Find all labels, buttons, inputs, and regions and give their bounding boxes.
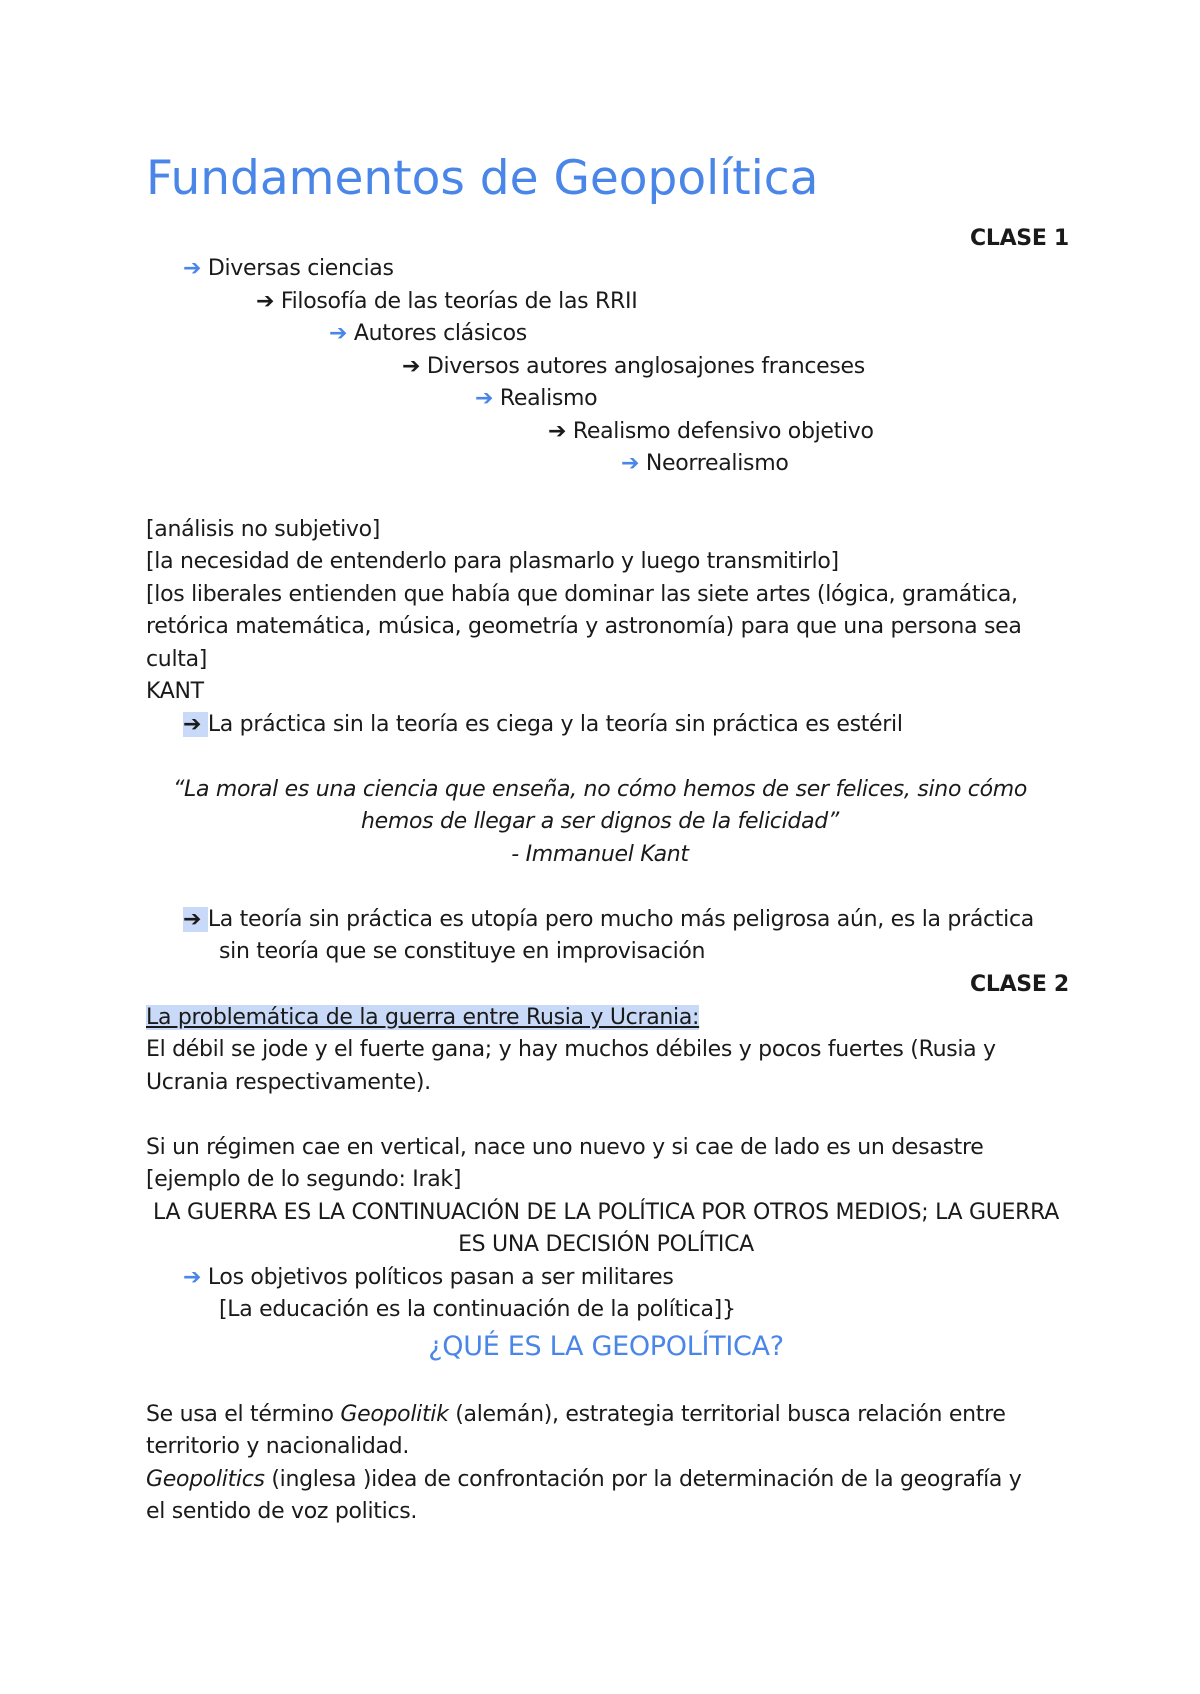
note-line: [los liberales entienden que había que dominar las siete artes (lógica, gramática, <box>146 582 1018 607</box>
geo-paragraph: el sentido de voz politics. <box>146 1499 418 1524</box>
note-line: retórica matemática, música, geometría y astronomía) para que una persona sea <box>146 614 1022 639</box>
page-title: Fundamentos de Geopolítica <box>146 151 819 206</box>
theory-point: ➔ La teoría sin práctica es utopía pero mucho más peligrosa aún, es la práctica <box>183 907 1034 932</box>
war-bullet-note: [La educación es la continuación de la política]} <box>219 1297 736 1322</box>
war-definition: LA GUERRA ES LA CONTINUACIÓN DE LA POLÍTICA POR OTROS MEDIOS; LA GUERRA <box>153 1200 1059 1225</box>
note-line: [análisis no subjetivo] <box>146 517 381 542</box>
war-bullet: ➔ Los objetivos políticos pasan a ser militares <box>183 1265 674 1290</box>
geo-paragraph: Se usa el término Geopolitik (alemán), estrategia territorial busca relación entre <box>146 1402 1006 1427</box>
right-arrow-icon: ➔ <box>475 386 494 411</box>
kant-label: KANT <box>146 679 204 704</box>
tree-item: ➔ Realismo defensivo objetivo <box>548 419 874 444</box>
war-paragraph: El débil se jode y el fuerte gana; y hay muchos débiles y pocos fuertes (Rusia y <box>146 1037 996 1062</box>
regime-paragraph: [ejemplo de lo segundo: Irak] <box>146 1167 462 1192</box>
note-line: culta] <box>146 647 208 672</box>
quote-line: “La moral es una ciencia que enseña, no cómo hemos de ser felices, sino cómo <box>172 777 1028 802</box>
right-arrow-icon: ➔ <box>548 419 567 444</box>
tree-item: ➔ Diversos autores anglosajones franceses <box>402 354 865 379</box>
section-heading-war: La problemática de la guerra entre Rusia y Ucrania: <box>146 1005 700 1030</box>
war-paragraph: Ucrania respectivamente). <box>146 1070 431 1095</box>
right-arrow-icon: ➔ <box>256 289 275 314</box>
section-heading-geopolitics: ¿QUÉ ES LA GEOPOLÍTICA? <box>428 1331 784 1362</box>
tree-item: ➔ Realismo <box>475 386 598 411</box>
geo-paragraph: Geopolitics (inglesa )idea de confrontación por la determinación de la geografía y <box>146 1467 1022 1492</box>
right-arrow-icon: ➔ <box>402 354 421 379</box>
quote-author: - Immanuel Kant <box>511 842 689 867</box>
class-label-1: CLASE 1 <box>970 226 1069 251</box>
quote-line: hemos de llegar a ser dignos de la felicidad” <box>360 809 840 834</box>
war-definition: ES UNA DECISIÓN POLÍTICA <box>458 1232 754 1257</box>
right-arrow-icon: ➔ <box>183 907 208 932</box>
right-arrow-icon: ➔ <box>329 321 348 346</box>
tree-item: ➔ Neorrealismo <box>621 451 789 476</box>
regime-paragraph: Si un régimen cae en vertical, nace uno nuevo y si cae de lado es un desastre <box>146 1135 984 1160</box>
kant-point: ➔ La práctica sin la teoría es ciega y la teoría sin práctica es estéril <box>183 712 903 737</box>
right-arrow-icon: ➔ <box>183 712 208 737</box>
right-arrow-icon: ➔ <box>621 451 640 476</box>
right-arrow-icon: ➔ <box>183 256 202 281</box>
class-label-2: CLASE 2 <box>970 972 1069 997</box>
tree-item: ➔ Diversas ciencias <box>183 256 394 281</box>
tree-item: ➔ Filosofía de las teorías de las RRII <box>256 289 638 314</box>
geo-paragraph: territorio y nacionalidad. <box>146 1434 410 1459</box>
right-arrow-icon: ➔ <box>183 1265 202 1290</box>
tree-item: ➔ Autores clásicos <box>329 321 527 346</box>
theory-point-cont: sin teoría que se constituye en improvisación <box>219 939 706 964</box>
note-line: [la necesidad de entenderlo para plasmarlo y luego transmitirlo] <box>146 549 839 574</box>
